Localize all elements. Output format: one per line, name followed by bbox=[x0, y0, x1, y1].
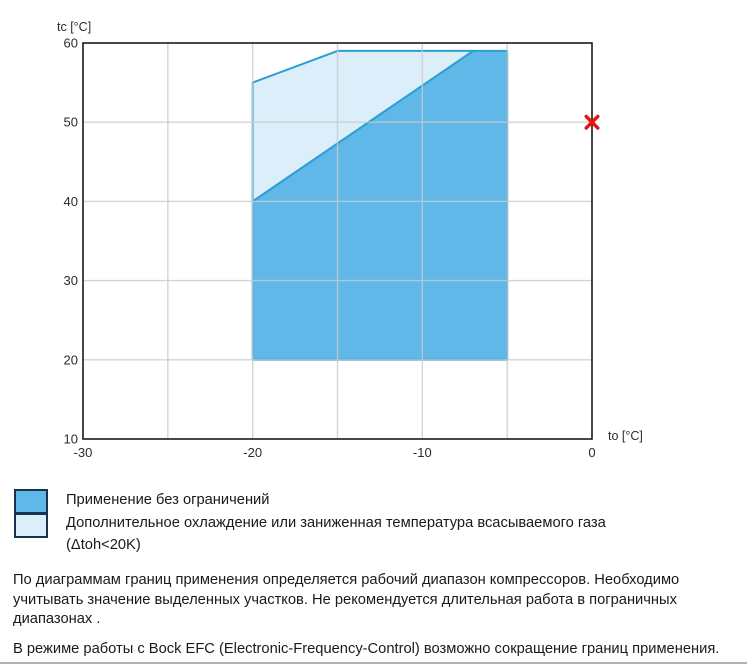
paragraph-application-limits: По диаграммам границ применения определяется рабочий диапазон компрессоров. Необходимо учитывать значение выделенных участков. Не рекомендуется длительная работа в пограничных диапазонах . bbox=[13, 572, 680, 627]
y-tick-label: 50 bbox=[63, 114, 78, 130]
x-tick-label: -10 bbox=[412, 445, 432, 460]
x-tick-label: -20 bbox=[243, 445, 263, 460]
legend-label-additional-cooling-sub: (Δtoh<20K) bbox=[66, 537, 141, 553]
legend-swatch-additional-cooling bbox=[16, 515, 46, 536]
x-tick-label: -30 bbox=[73, 445, 93, 460]
y-tick-label: 40 bbox=[63, 193, 78, 209]
paragraph-efc-note: В режиме работы с Bock EFC (Electronic-Frequency-Control) возможно сокращение границ применения. bbox=[13, 641, 720, 657]
y-tick-label: 10 bbox=[63, 431, 78, 447]
legend-swatch-unrestricted bbox=[16, 491, 46, 512]
bottom-divider bbox=[0, 662, 747, 664]
legend-swatches bbox=[14, 489, 48, 538]
legend-label-unrestricted: Применение без ограничений bbox=[66, 492, 270, 508]
x-axis-title: to [°C] bbox=[608, 429, 643, 443]
y-tick-label: 60 bbox=[63, 35, 78, 51]
legend-label-additional-cooling: Дополнительное охлаждение или заниженная температура всасываемого газа bbox=[66, 515, 606, 531]
x-tick-label: 0 bbox=[588, 445, 596, 460]
y-axis-title: tc [°C] bbox=[57, 20, 92, 34]
y-tick-label: 20 bbox=[63, 352, 78, 368]
y-tick-label: 30 bbox=[63, 273, 78, 289]
